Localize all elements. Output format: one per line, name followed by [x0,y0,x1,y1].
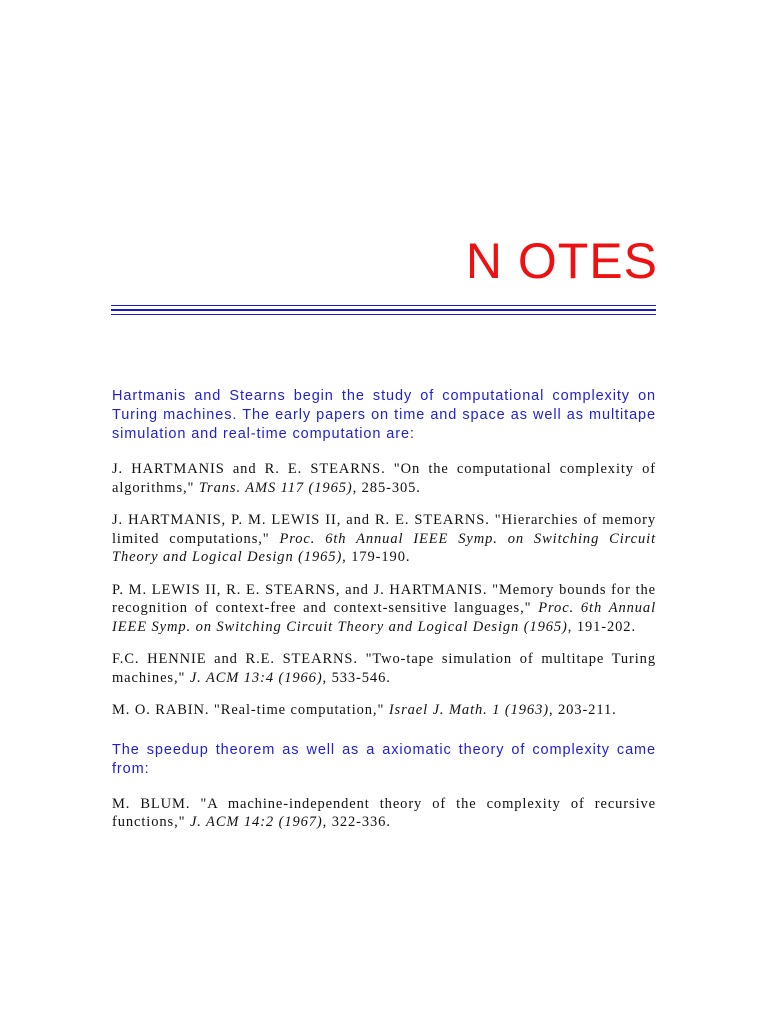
reference-journal: Proc. 6th Annual IEEE Symp. on Switching Circuit Theory and Logical Design (1965) [112,530,656,565]
reference-citation: M. O. RABIN. "Real-time computation," [112,702,389,718]
title-rule-middle [111,309,656,311]
page-title: N OTES [465,233,658,289]
title-rule-top [111,305,656,306]
title-rule-bottom [111,314,656,315]
reference-pages: , 533-546. [322,669,391,686]
reference-citation: M. BLUM. "A machine-independent theory of the complexity of recursive functions," [112,795,656,830]
reference-citation: J. HARTMANIS, P. M. LEWIS II, and R. E. STEARNS. "Hierarchies of memory limited computations," [112,512,656,547]
reference-entry [112,650,656,687]
reference-citation: J. HARTMANIS and R. E. STEARNS. "On the computational complexity of algorithms," [112,461,656,496]
reference-journal: Trans. AMS 117 (1965) [198,479,353,496]
section-intro: The speedup theorem as well as a axiomatic theory of complexity came from: [112,741,656,777]
reference-entry [112,511,656,567]
reference-journal: J. ACM 14:2 (1967) [189,814,323,830]
reference-entry [112,460,656,497]
reference-pages: , 179-190. [342,549,411,565]
reference-pages: , 322-336. [322,814,391,830]
section-intro: Hartmanis and Stearns begin the study of computational complexity on Turing machines. The early papers on time and space as well as multitape simulation and real-time computation are: [112,388,656,442]
reference-journal: Israel J. Math. 1 (1963) [388,702,549,718]
reference-entry [112,581,656,637]
reference-journal: Proc. 6th Annual IEEE Symp. on Switching Circuit Theory and Logical Design (1965) [112,600,656,635]
reference-citation: P. M. LEWIS II, R. E. STEARNS, and J. HARTMANIS. "Memory bounds for the recognition of context-free and context-sensitive languages," [112,581,656,616]
notes-body [112,387,656,832]
reference-journal: J. ACM 13:4 (1966) [189,669,323,686]
reference-entry [112,701,656,720]
reference-pages: , 191-202. [567,618,636,635]
reference-citation: F.C. HENNIE and R.E. STEARNS. "Two-tape simulation of multitape Turing machines," [112,651,656,686]
reference-pages: , 203-211. [548,702,617,718]
reference-entry [112,795,656,832]
reference-pages: , 285-305. [352,479,421,496]
